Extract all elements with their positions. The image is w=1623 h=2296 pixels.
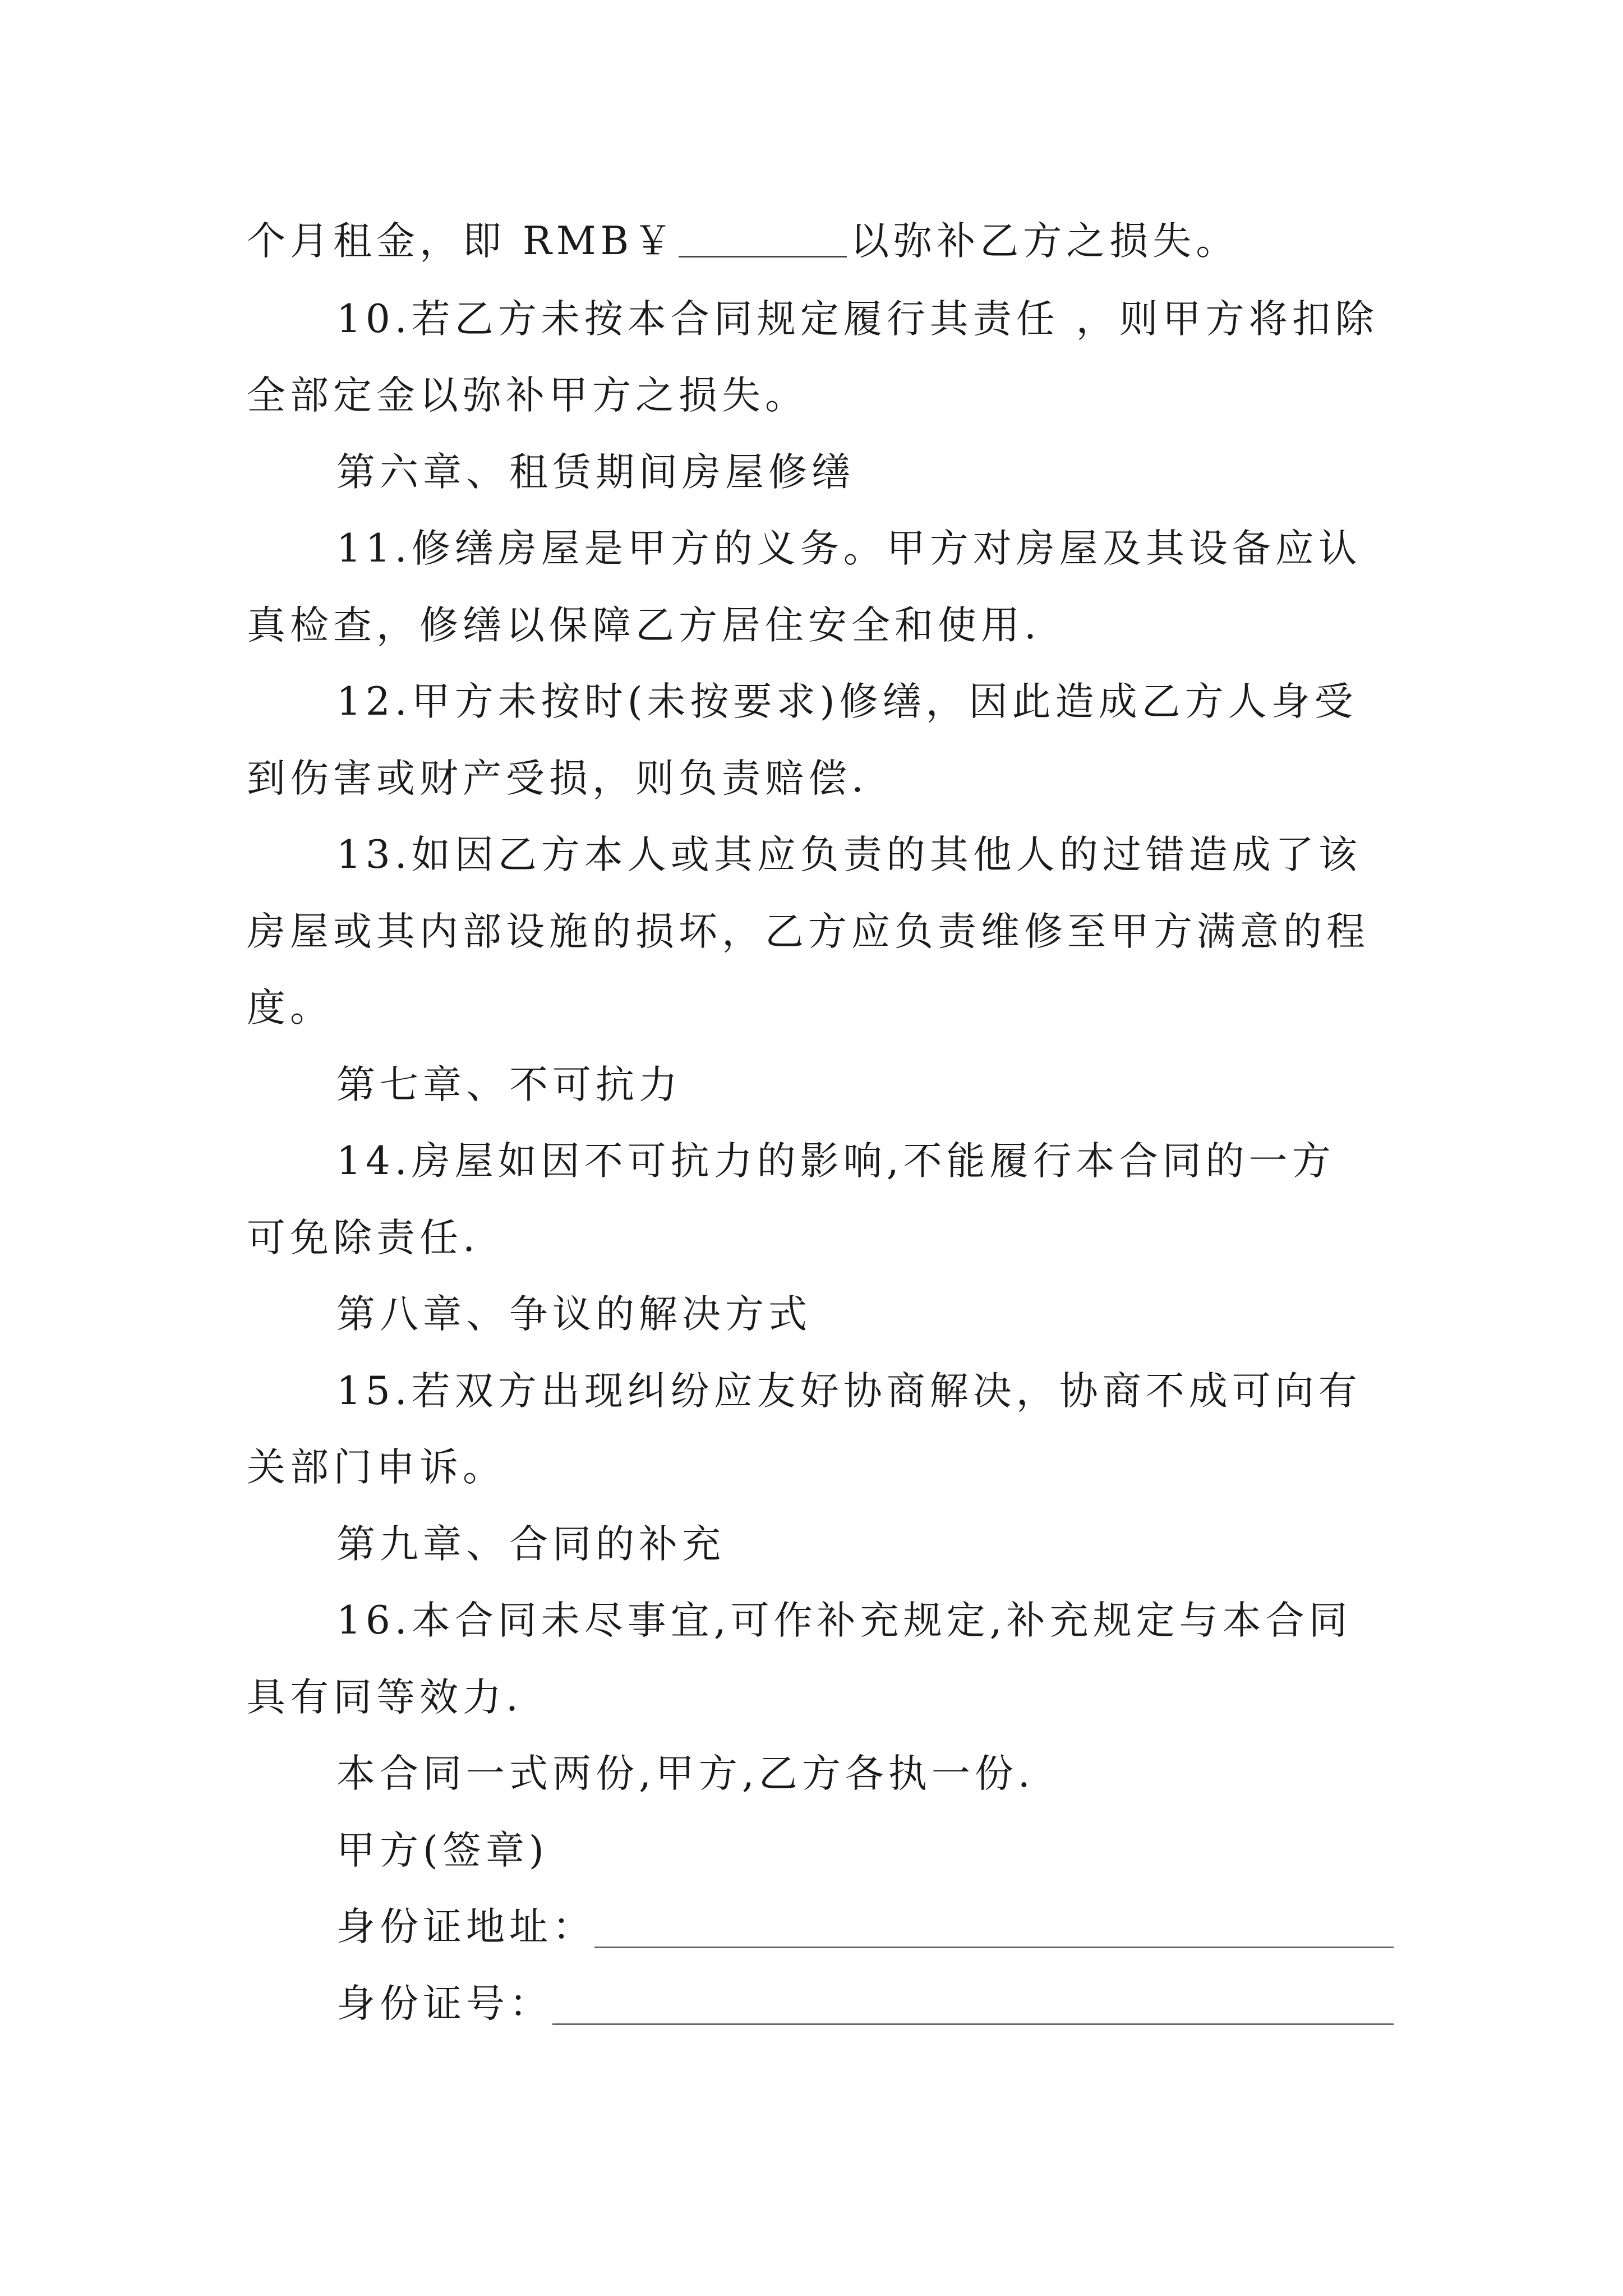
- chapter-7-heading: 第七章、不可抗力: [336, 1062, 682, 1107]
- id-address-field[interactable]: [594, 1947, 1394, 1948]
- text-segment: 以弥补乙方之损失。: [850, 219, 1239, 264]
- clause-16-line-1: 16.本合同未尽事宜,可作补充规定,补充规定与本合同: [336, 1598, 1352, 1643]
- clause-11-line-2: 真检查，修缮以保障乙方居住安全和使用.: [247, 603, 1041, 648]
- clause-13-line-2: 房屋或其内部设施的损坏，乙方应负责维修至甲方满意的程: [247, 909, 1370, 954]
- id-number-field[interactable]: [552, 2023, 1394, 2025]
- clause-10-line-1: 10.若乙方未按本合同规定履行其责任 ，则甲方将扣除: [336, 297, 1378, 342]
- clause-15-line-1: 15.若双方出现纠纷应友好协商解决，协商不成可向有: [336, 1369, 1362, 1414]
- clause-13-line-1: 13.如因乙方本人或其应负责的其他人的过错造成了该: [336, 832, 1362, 877]
- clause-14-line-1: 14.房屋如因不可抗力的影响,不能履行本合同的一方: [336, 1139, 1335, 1184]
- clause-12-line-2: 到伤害或财产受损，则负责赔偿.: [247, 756, 868, 801]
- copies-statement: 本合同一式两份,甲方,乙方各执一份.: [336, 1751, 1035, 1796]
- party-a-seal-label: 甲方(签章): [336, 1828, 548, 1873]
- text-line-rent-compensation: [247, 216, 1396, 266]
- text-segment: 个月租金，即 RMB￥: [247, 219, 677, 264]
- chapter-6-heading: 第六章、租赁期间房屋修缮: [336, 450, 855, 495]
- clause-11-line-1: 11.修缮房屋是甲方的义务。甲方对房屋及其设备应认: [336, 526, 1362, 571]
- clause-13-line-3: 度。: [247, 986, 333, 1030]
- amount-blank[interactable]: [679, 254, 847, 257]
- clause-16-line-2: 具有同等效力.: [247, 1675, 523, 1720]
- chapter-9-heading: 第九章、合同的补充: [336, 1522, 725, 1567]
- clause-14-line-2: 可免除责任.: [247, 1216, 479, 1260]
- chapter-8-heading: 第八章、争议的解决方式: [336, 1292, 811, 1337]
- id-address-label: 身份证地址：: [336, 1904, 596, 1949]
- clause-10-line-2: 全部定金以弥补甲方之损失。: [247, 373, 808, 418]
- clause-15-line-2: 关部门申诉。: [247, 1445, 506, 1490]
- id-number-label: 身份证号：: [336, 1981, 552, 2026]
- clause-12-line-1: 12.甲方未按时(未按要求)修缮，因此造成乙方人身受: [336, 679, 1358, 724]
